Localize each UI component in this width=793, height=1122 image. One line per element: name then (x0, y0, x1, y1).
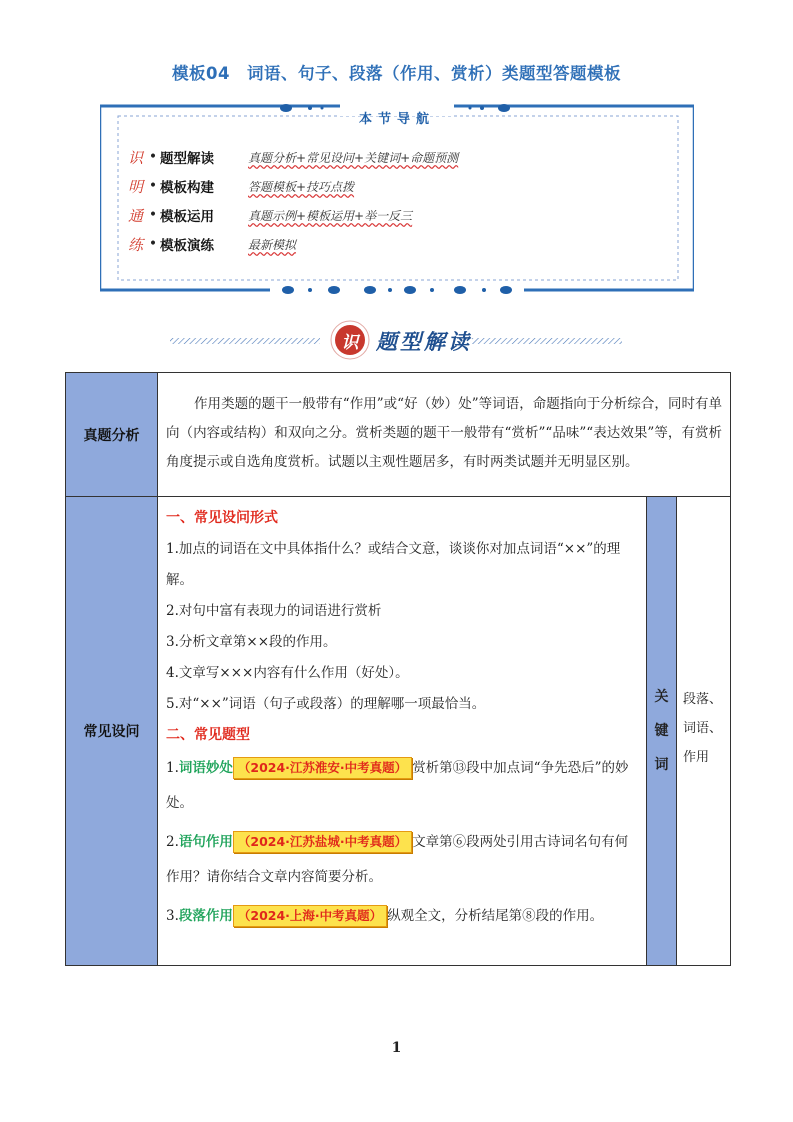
nav-char: 通 (128, 206, 144, 225)
keywords-cell (677, 497, 731, 966)
analysis-text-cell (158, 373, 731, 497)
section-title-forms: 一、常见设问形式 (166, 510, 278, 526)
list-item (166, 899, 640, 934)
list-item: 2.对句中富有表现力的词语进行赏析 (166, 603, 382, 619)
source-tag: （2024·江苏盐城·中考真题） (233, 831, 412, 853)
nav-heading: 本节导航 (358, 112, 435, 127)
keyword-label (647, 497, 677, 966)
analysis-table (65, 372, 731, 966)
item-number: 3. (166, 908, 179, 924)
list-item (166, 825, 640, 895)
banner-seal: 识 (341, 333, 359, 353)
list-item: 4.文章写×××内容有什么作用（好处）。 (166, 665, 409, 681)
item-text: 赏析第⑬段中加点词“争先恐后”的妙处。 (166, 760, 629, 811)
keyword: 作用 (683, 750, 710, 765)
bullet-icon: • (148, 149, 158, 165)
keyword-label-char: 键 (654, 723, 669, 739)
nav-label: 模板运用 (160, 209, 214, 225)
source-tag: （2024·上海·中考真题） (233, 905, 387, 927)
nav-row-practice (128, 233, 296, 255)
nav-label: 模板演练 (160, 238, 214, 254)
nav-row-apply (128, 204, 412, 226)
item-type: 词语妙处 (178, 760, 233, 776)
keyword-label-char: 关 (654, 689, 669, 705)
table-row (66, 497, 731, 966)
table-row (66, 373, 731, 497)
nav-label: 模板构建 (160, 180, 214, 196)
bullet-icon: • (148, 178, 158, 194)
list-item (166, 751, 640, 821)
nav-label: 题型解读 (160, 151, 214, 167)
item-number: 2. (166, 834, 179, 850)
list-item: 1.加点的词语在文中具体指什么？或结合文意，谈谈你对加点词语“××”的理解。 (166, 541, 621, 588)
item-number: 1. (166, 760, 179, 776)
page-title: 模板04 词语、句子、段落（作用、赏析）类题型答题模板 (172, 64, 621, 83)
nav-char: 识 (128, 148, 144, 167)
nav-frame-decoration (100, 102, 694, 294)
row-label-analysis: 真题分析 (66, 373, 158, 497)
list-item: 5.对“××”词语（句子或段落）的理解哪一项最恰当。 (166, 696, 486, 712)
item-type: 语句作用 (178, 834, 233, 850)
nav-desc: 真题示例+模板运用+举一反三 (248, 208, 413, 223)
nav-char: 练 (128, 235, 144, 254)
keyword: 词语、 (683, 721, 723, 736)
page-number: 1 (391, 1040, 402, 1056)
nav-desc: 最新模拟 (248, 237, 297, 252)
keyword-label-char: 词 (654, 757, 669, 773)
list-item: 3.分析文章第××段的作用。 (166, 634, 337, 650)
keyword: 段落、 (683, 692, 723, 707)
section-nav-box (100, 102, 694, 294)
section-title-types: 二、常见题型 (166, 727, 250, 743)
source-tag: （2024·江苏淮安·中考真题） (233, 757, 412, 779)
row-label-questions: 常见设问 (66, 497, 158, 966)
analysis-text: 作用类题的题干一般带有“作用”或“好（妙）处”等词语，命题指向于分析综合，同时有单向（内容或结构）和双向之分。赏析类题的题干一般带有“赏析”“品味”“表达效果”等，有赏析角度提示或自选角度赏析。试题以主观性题居多，有时两类试题并无明显区别。 (166, 396, 723, 470)
nav-desc: 答题模板+技巧点拨 (248, 179, 355, 194)
section-banner (170, 318, 622, 364)
banner-title: 题型解读 (376, 329, 472, 354)
nav-row-interpret (128, 146, 458, 168)
nav-row-build (128, 175, 354, 197)
nav-desc: 真题分析+常见设问+关键词+命题预测 (248, 150, 459, 165)
bullet-icon: • (148, 236, 158, 252)
item-text: 纵观全文，分析结尾第⑧段的作用。 (387, 908, 604, 924)
item-type: 段落作用 (178, 908, 233, 924)
bullet-icon: • (148, 207, 158, 223)
item-text: 文章第⑥段两处引用古诗词名句有何作用？请你结合文章内容简要分析。 (166, 834, 629, 885)
nav-char: 明 (128, 177, 144, 196)
questions-content (158, 497, 647, 966)
